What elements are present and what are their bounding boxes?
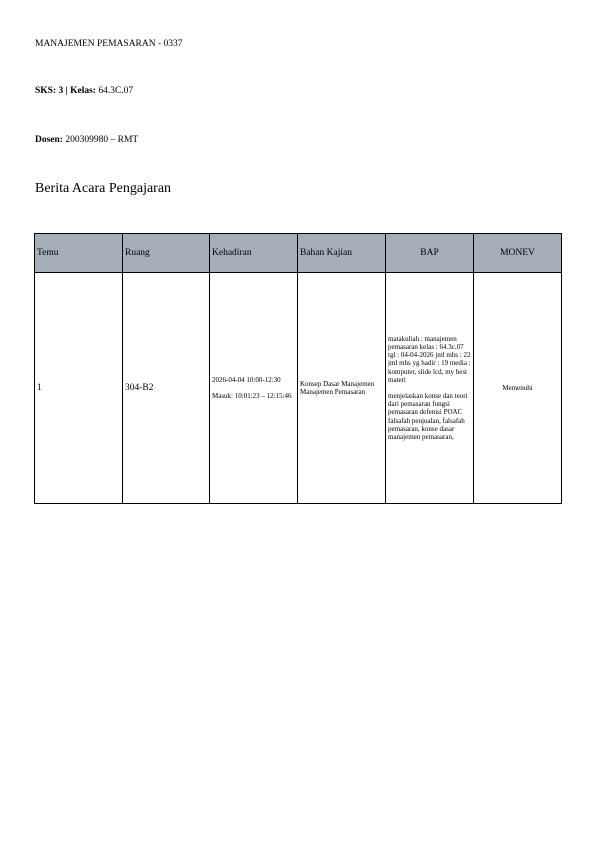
sks-kelas-label: SKS: 3 | Kelas: <box>35 86 96 96</box>
bap-text-part1: matakuliah : manajemen pemasaran kelas : 64.3c.07 tgl : 04-04-2026 jml mhs : 22 jml mhs yg hadir : 19 media : komputer, slide lcd, my best materi <box>388 334 471 384</box>
column-header-kehadiran: Kehadiran <box>210 234 298 273</box>
table-header-row <box>35 234 562 273</box>
dosen-label: Dosen: <box>35 135 63 145</box>
ruang-cell: 304-B2 <box>123 273 210 504</box>
monev-cell: Memenuhi <box>474 273 562 504</box>
kehadiran-masuk: Masuk: 10:01:23 – 12:15:46 <box>212 392 292 400</box>
bap-table <box>34 233 562 504</box>
column-header-bap: BAP <box>386 234 474 273</box>
bap-text-part2: menjelaskan konse dan teori dari pemasaran fungsi pemasaran defenisi POAC falsafah penjualan, falsafah pemasaran, konse dasar manajemen pemasaran, <box>388 392 468 442</box>
column-header-ruang: Ruang <box>123 234 210 273</box>
section-title: Berita Acara Pengajaran <box>35 181 172 196</box>
temu-cell: 1 <box>35 273 123 504</box>
dosen-value: 200309980 – RMT <box>62 135 139 145</box>
column-header-monev: MONEV <box>474 234 562 273</box>
kelas-value: 64.3C.07 <box>95 86 134 96</box>
sks-kelas-line <box>35 86 133 96</box>
course-title: MANAJEMEN PEMASARAN - 0337 <box>35 39 183 49</box>
kehadiran-schedule: 2026-04-04 10:00-12:30 <box>212 375 281 384</box>
kehadiran-cell <box>210 273 298 504</box>
dosen-line <box>35 135 138 145</box>
table-row <box>35 273 562 504</box>
column-header-temu: Temu <box>35 234 123 273</box>
column-header-bahan-kajian: Bahan Kajian <box>298 234 386 273</box>
bahan-kajian-cell: Konsep Dasar Manajemen Manajemen Pemasaran <box>298 273 386 504</box>
bap-cell <box>386 273 474 504</box>
